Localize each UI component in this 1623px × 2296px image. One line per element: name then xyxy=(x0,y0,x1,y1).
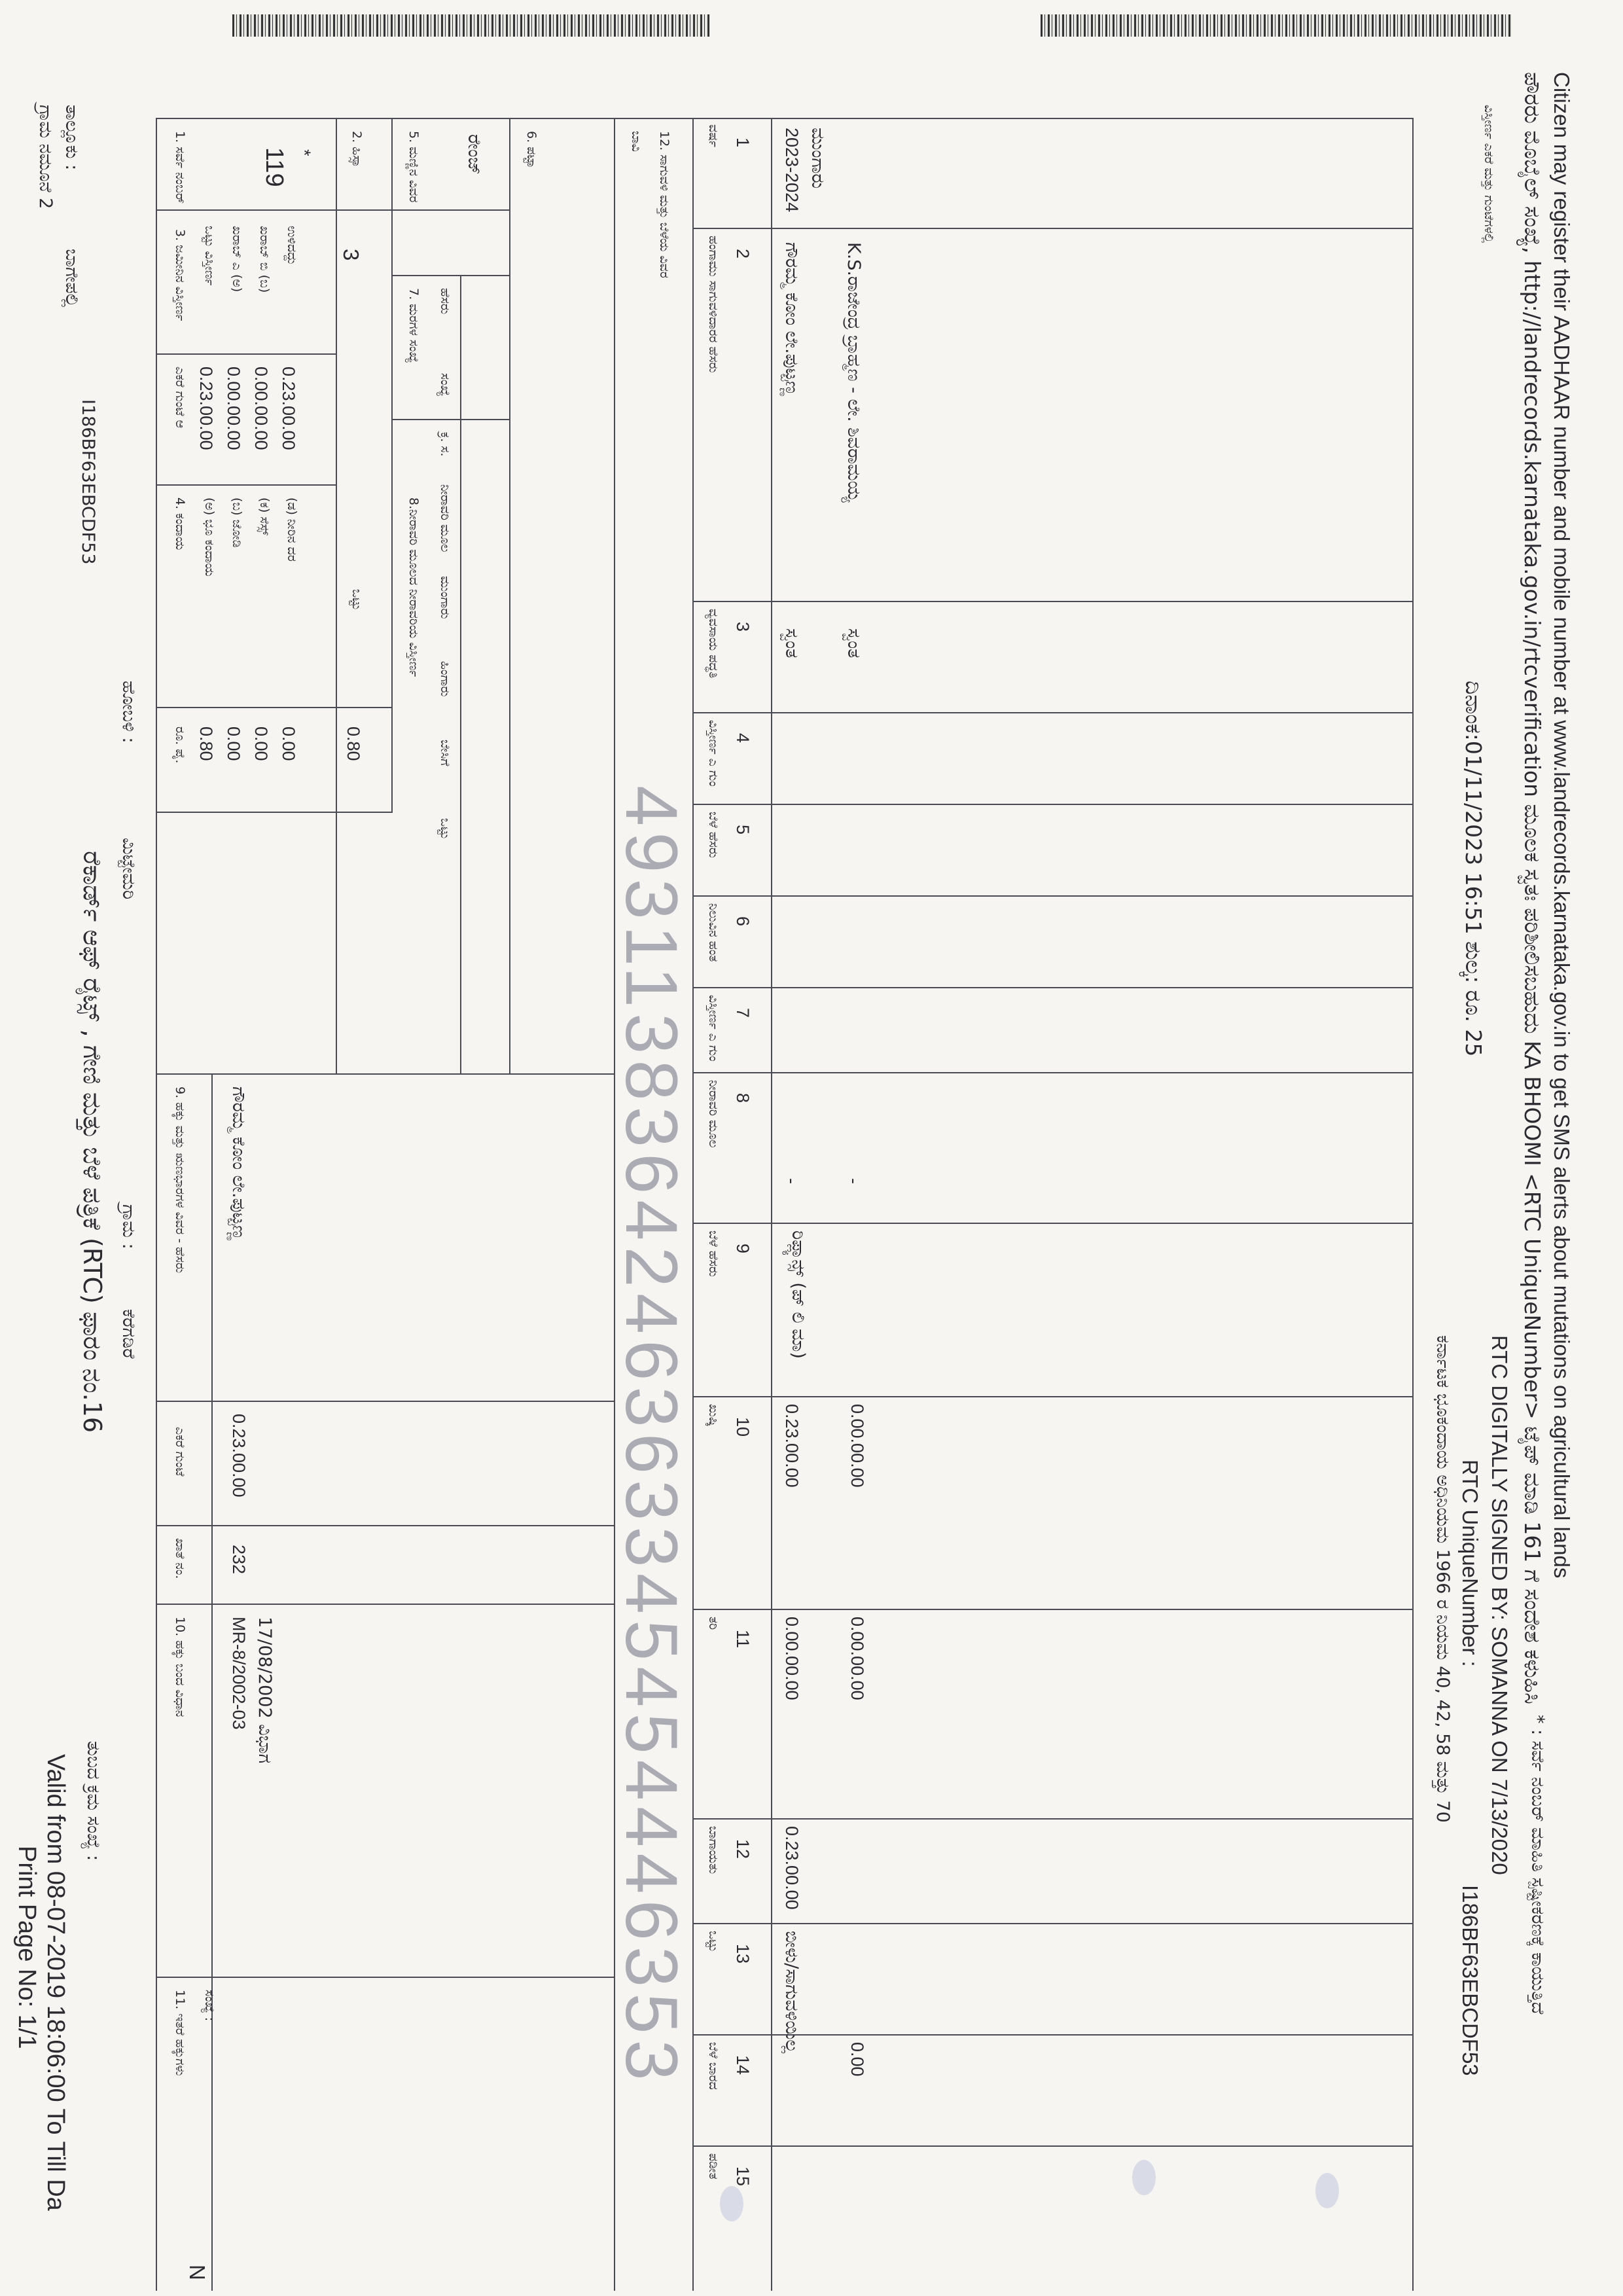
soil-type: ರೇಂಜ್ xyxy=(464,134,484,175)
hobli-value: ಮಿಟ್ಟೇಮರಿ xyxy=(118,838,139,900)
rule xyxy=(336,118,337,1073)
en-notice: Citizen may register their AADHAAR number and mobile number at www.landrecords.karnataka.gov.in to get SMS alerts about mutations on agricultural lands xyxy=(1550,72,1574,1579)
mutation-label: 10. ಹಕ್ಕು ಬಂದ ವಿಧಾನ xyxy=(173,1617,187,1717)
irr-col: ಹಿಂಗಾರು xyxy=(438,661,452,697)
tax-row-label: (ಕ) ಸೆಸ್ಸ್ xyxy=(257,497,272,536)
taluk-value: ಬಾಗೇಪಲ್ಲಿ xyxy=(62,249,82,308)
owner-name: ಗೌರಮ್ಮ ಕೋಂ ಲೇ.ಪುಟ್ಟಣ್ಣ xyxy=(228,1086,249,1241)
cultivation-col-number: 9 xyxy=(733,1244,753,1254)
cultivation-col-header: ನಿಲುವಿನ ಹಂತ xyxy=(706,903,721,962)
rule xyxy=(157,353,337,355)
rule xyxy=(157,209,510,211)
cultivation-col-header: ವಿಸ್ತೀರ್ಣ ಎ ಗುಂ xyxy=(706,720,721,787)
others-label: 11. ಇತರೆ ಹಕ್ಕುಗಳು xyxy=(173,1990,187,2076)
tree-label: 7. ಮರಗಳ ಸಂಖ್ಯೆ xyxy=(406,288,421,363)
rule xyxy=(157,1401,615,1402)
acre-gunta-label: ಎಕರೆ ಗುಂಟೆ ಆ xyxy=(173,367,187,429)
row-year: 2023-2024 xyxy=(782,128,802,213)
print-page-no: Print Page No: 1/1 xyxy=(13,1846,41,2049)
cultivation-col-number: 12 xyxy=(733,1839,753,1859)
cultivation-col-number: 1 xyxy=(733,137,753,148)
rule xyxy=(211,1073,213,2291)
tax-label: 4. ಕಂದಾಯ xyxy=(173,497,187,550)
area-row-value: 0.23.00.00 xyxy=(279,367,298,450)
tax-head: ರೂ. ಪೈ. xyxy=(173,726,187,764)
rule xyxy=(157,812,393,813)
rule xyxy=(157,484,337,486)
tax-row-label: (ಅ) ಭೂ ಕಂದಾಯ xyxy=(202,497,217,577)
digitally-signed: RTC DIGITALLY SIGNED BY: SOMANNA ON 7/13/2020 xyxy=(1488,1335,1512,1875)
rule xyxy=(393,275,510,276)
hissa-label: 2. ಹಿಸ್ಸಾ xyxy=(349,131,364,168)
cultivation-col-number: 7 xyxy=(733,1008,753,1018)
others-value: ಸಂಖ್ಯೆ : xyxy=(202,1990,217,2022)
row-wet-top: 0.00.00.00 xyxy=(782,1617,802,1700)
frame-left xyxy=(157,118,1414,119)
survey-label: 1. ಸರ್ವೆ ನಂಬರ್ xyxy=(173,131,187,204)
table-column-rule xyxy=(694,1223,1414,1224)
cultivation-section-label: 12. ಸಾಗುವಳಿ ಮತ್ತು ಬೆಳೆಯ ವಿವರ xyxy=(657,131,671,278)
tax-row-value: 0.00 xyxy=(251,726,271,761)
cultivation-col-number: 10 xyxy=(733,1417,753,1437)
cultivation-col-number: 5 xyxy=(733,825,753,835)
rule xyxy=(157,1073,615,1075)
cultivation-col-header: ಪಡೀತ xyxy=(706,2153,721,2179)
cultivation-col-number: 14 xyxy=(733,2055,753,2075)
table-column-rule xyxy=(694,1609,1414,1610)
mutation-date: 17/08/2002 ವಿಭಾಗ xyxy=(255,1617,275,1764)
tax-row-label: (ಬ) ಜೋಡಿ xyxy=(230,497,244,548)
mutation-ref: MR-8/2002-03 xyxy=(229,1617,249,1730)
cultivation-col-header: ಹಂಗಾಮು ಸಾಗುವಳಿದಾರರ ಹೆಸರು xyxy=(706,236,721,373)
tax-row-value: 0.00 xyxy=(279,726,298,761)
cultivation-col-number: 3 xyxy=(733,622,753,632)
tax-row-label: (ಡ) ನೀರಿನ ದರ xyxy=(285,497,299,562)
row-cultivator: K.S.ರಾಜೇಂದ್ರ ಬ್ರಾಹ್ಮಣ - ಲೇ. ಶಿವರಾಮಯ್ಯ xyxy=(844,242,864,503)
tenure-label: 6. ಪಟ್ಟಾ xyxy=(524,131,539,168)
owner-col-khata: ಖಾತೆ ನಂ. xyxy=(173,1538,187,1579)
kn-right: * : ಸರ್ವೆ ನಂಬರ್ ಮಾಹಿತಿ ಸ್ಪಷ್ಟೀಕರಣಕ್ಕೆ ಕಾಯುತ್ತಿದೆ xyxy=(1527,1715,1548,2015)
row-dash: - xyxy=(782,1178,802,1184)
row-season: ಮುಂಗಾರು xyxy=(808,128,828,189)
area-row-value: 0.00.00.00 xyxy=(224,367,243,450)
row-mode: ಸ್ವಂತ xyxy=(781,628,802,658)
irr-col: ಮುಂಗಾರು xyxy=(438,576,452,619)
irrigation-label: 8.ನೀರಾವರಿ ಮೂಲದ ನೀರಾವರಿಯ ವಿಸ್ತೀರ್ಣ xyxy=(406,497,421,677)
survey-no: 119 xyxy=(260,147,288,187)
watermark-number: 4931138364246363345454446353 xyxy=(611,785,692,2087)
tree-col: ಹೆಸರು xyxy=(438,288,452,315)
cultivation-col-number: 11 xyxy=(733,1630,753,1649)
rule xyxy=(509,118,510,1073)
area-row-label: ಒಟ್ಟು ವಿಸ್ತೀರ್ಣ xyxy=(202,226,217,286)
hobli-label: ಹೋಬಳಿ : xyxy=(118,681,139,744)
rule xyxy=(771,118,772,2291)
kn-notice: ಪೌರರು ಮೊಬೈಲ್ ಸಂಖ್ಯೆ, http://landrecords.karnataka.gov.in/rtcverification ಮೂಲಕ ಸ್ವತಃ ಪರಿಶೀಲಿಸಬಹುದು KA BHOOMI <RTC UniqueNumber> ಟೈಪ್ ಮಾಡಿ 161 ಗೆ ಸಂದೇಶ ಕಳುಹಿಸಿ xyxy=(1520,72,1545,1704)
row-dash: - xyxy=(844,1178,864,1184)
owner-col-area: ಎಕರೆ ಗುಂಟೆ xyxy=(173,1427,187,1477)
area-row-value: 0.00.00.00 xyxy=(251,367,271,450)
owner-area: 0.23.00.00 xyxy=(229,1414,249,1498)
cultivation-col-header: ವರ್ಷ xyxy=(706,124,721,147)
irr-col: ನೀರಾವರಿ ಮೂಲ xyxy=(438,484,452,552)
cultivation-col-header: ಖುಷ್ಕಿ xyxy=(706,1404,721,1427)
table-column-rule xyxy=(694,804,1414,805)
tax-total-label: ಒಟ್ಟು xyxy=(349,589,364,611)
taluk-label: ತಾಲ್ಲೂಕು : xyxy=(62,105,82,171)
table-column-rule xyxy=(694,601,1414,602)
table-column-rule xyxy=(694,1923,1414,1924)
area-row-label: ಖರಾಬ್ ಎ (ಅ) xyxy=(230,226,244,293)
row-dry: 0.00.00.00 xyxy=(847,1404,867,1488)
table-column-rule xyxy=(694,1072,1414,1073)
tax-total: 0.80 xyxy=(344,726,363,761)
land-area-label: 3. ಜಮೀನಿನ ವಿಸ್ತೀರ್ಣ xyxy=(173,229,187,321)
table-column-rule xyxy=(694,2034,1414,2036)
rtc-unique-label: RTC UniqueNumber : xyxy=(1458,1460,1482,1667)
village-label: ಗ್ರಾಮ : xyxy=(118,1204,139,1249)
rtc-unique-value: I186BF63EBCDF53 xyxy=(1458,1885,1482,2076)
valid-from: Valid from 08-07-2019 18:06:00 To Till Da xyxy=(42,1754,69,2211)
irr-col: ಬೇಸಿಗೆ xyxy=(438,740,452,766)
cultivation-col-header: ತರಿ xyxy=(706,1617,721,1630)
rule xyxy=(157,1977,615,1978)
cultivation-col-number: 6 xyxy=(733,916,753,927)
tax-row-value: 0.00 xyxy=(224,726,243,761)
form-code: ಗ್ರಾಮ ನಮೂನೆ 2 xyxy=(35,105,56,209)
table-column-rule xyxy=(694,1396,1414,1397)
row-irrigated: 0.23.00.00 xyxy=(782,1404,802,1488)
cultivation-col-number: 4 xyxy=(733,733,753,744)
cultivation-col-header: ನೀರಾವರಿ ಮೂಲ xyxy=(706,1080,721,1148)
rule xyxy=(460,275,461,1073)
tree-col: ಸಂಖ್ಯೆ xyxy=(438,373,452,397)
cultivation-col-header: ಬೆಳೆ ಬಾರದ xyxy=(706,2042,721,2090)
area-row-label: ಖರಾಬ್ ಬಿ (ಬ) xyxy=(257,226,272,293)
row-fallow: ಬೀಳು/ಸಾಗುವಳಿಯಿಲ್ಲ xyxy=(781,1931,802,2054)
row-total: 0.23.00.00 xyxy=(782,1826,802,1910)
serial-label: ತುಬದ ಕ್ರಮ ಸಂಖ್ಯೆ : xyxy=(83,1741,103,1861)
hissa-no: 3 xyxy=(339,249,363,261)
irr-col: ಒಟ್ಟು xyxy=(438,818,452,840)
rule xyxy=(157,1525,615,1526)
cultivation-col-number: 15 xyxy=(733,2166,753,2187)
barcode-caption: I186BF63EBCDF53 xyxy=(78,399,98,565)
row-owner: ಗೌರಮ್ಮ ಕೋಂ ಲೇ.ಪುಟ್ಟಣ್ಣ xyxy=(781,242,802,397)
frame-bottom xyxy=(1412,118,1414,2291)
kn-small: ವಿಸ್ತೀರ್ಣ ಎಕರೆ ಮತ್ತು ಗುಂಟೆಗಳಲ್ಲಿ xyxy=(1482,105,1496,243)
rule xyxy=(157,1604,615,1605)
frame-top xyxy=(156,118,157,2291)
cultivation-col-number: 8 xyxy=(733,1093,753,1103)
village-value: ಕೆರೆಗಡಿರೆ xyxy=(118,1309,139,1359)
cultivation-col-number: 13 xyxy=(733,1944,753,1964)
cultivation-col-header: ಬೆಳೆ ಹೆಸರು xyxy=(706,1230,721,1277)
cultivation-col-header: ಬೆಳೆ ಹೆಸರು xyxy=(706,812,721,858)
table-column-rule xyxy=(694,228,1414,229)
cultivation-col-header: ಬಾಗಾಯತು xyxy=(706,1826,721,1874)
cultivation-col-header: ಒಟ್ಟು xyxy=(706,1931,721,1952)
form-title: ರೆಕಾರ್ಡ್ ಆಫ್ ರೈಟ್ಸ್ , ಗೇಣಿ ಮತ್ತು ಬೆಳೆ ಪತ್ರಿಕೆ (RTC) ಫಾರಂ ನಂ.16 xyxy=(78,851,107,1433)
area-row-value: 0.23.00.00 xyxy=(196,367,216,450)
cultivation-col-number: 2 xyxy=(733,249,753,259)
footnote-act: ಕರ್ನಾಟಕ ಭೂಕಂದಾಯ ಅಧಿನಿಯಮ 1966 ರ ನಿಯಮ 40, 42, 58 ಮತ್ತು 70 xyxy=(1433,1335,1453,1823)
soil-label: 5. ಮಣ್ಣಿನ ವಿವರ xyxy=(406,131,421,203)
owner-col-name: 9. ಹಕ್ಕು ಮತ್ತು ಋಣಭಾರಗಳ ವಿವರ - ಹೆಸರು xyxy=(173,1086,187,1274)
table-column-rule xyxy=(694,895,1414,897)
row-mode: ಸ್ವಂತ xyxy=(844,628,864,658)
cultivation-col-header: ವಿಸ್ತೀರ್ಣ ಎ ಗುಂ xyxy=(706,995,721,1062)
table-column-rule xyxy=(694,1818,1414,1820)
rule xyxy=(157,707,393,708)
area-row-label: ಉಳಿದದ್ದು xyxy=(285,226,299,266)
table-column-rule xyxy=(694,987,1414,988)
cultivation-col-header: ವ್ಯವಸಾಯ ಪದ್ಧತಿ xyxy=(706,609,721,679)
date-line: ದಿನಾಂಕ:01/11/2023 16:51 ಶುಲ್ಕ: ರೂ. 25 xyxy=(1461,681,1486,1057)
khata-no: 232 xyxy=(229,1545,249,1575)
row-fallow-val: 0.00 xyxy=(847,2042,867,2077)
well-label: ಬಾವಿ xyxy=(629,131,643,152)
row-wet: 0.00.00.00 xyxy=(847,1617,867,1700)
row-crop: ರಿಪ್ಲ್ಯಾನ್ಸ್ (ಪ್ ಲಿ ಮಾ) xyxy=(788,1230,808,1359)
table-column-rule xyxy=(694,712,1414,713)
irr-col: ಕ್ರ. ಸ. xyxy=(438,432,452,457)
rule xyxy=(393,419,510,420)
edge-letter: N xyxy=(185,2265,209,2280)
survey-mark: * xyxy=(294,149,314,156)
table-column-rule xyxy=(694,2145,1414,2147)
tax-row-value: 0.80 xyxy=(196,726,216,761)
